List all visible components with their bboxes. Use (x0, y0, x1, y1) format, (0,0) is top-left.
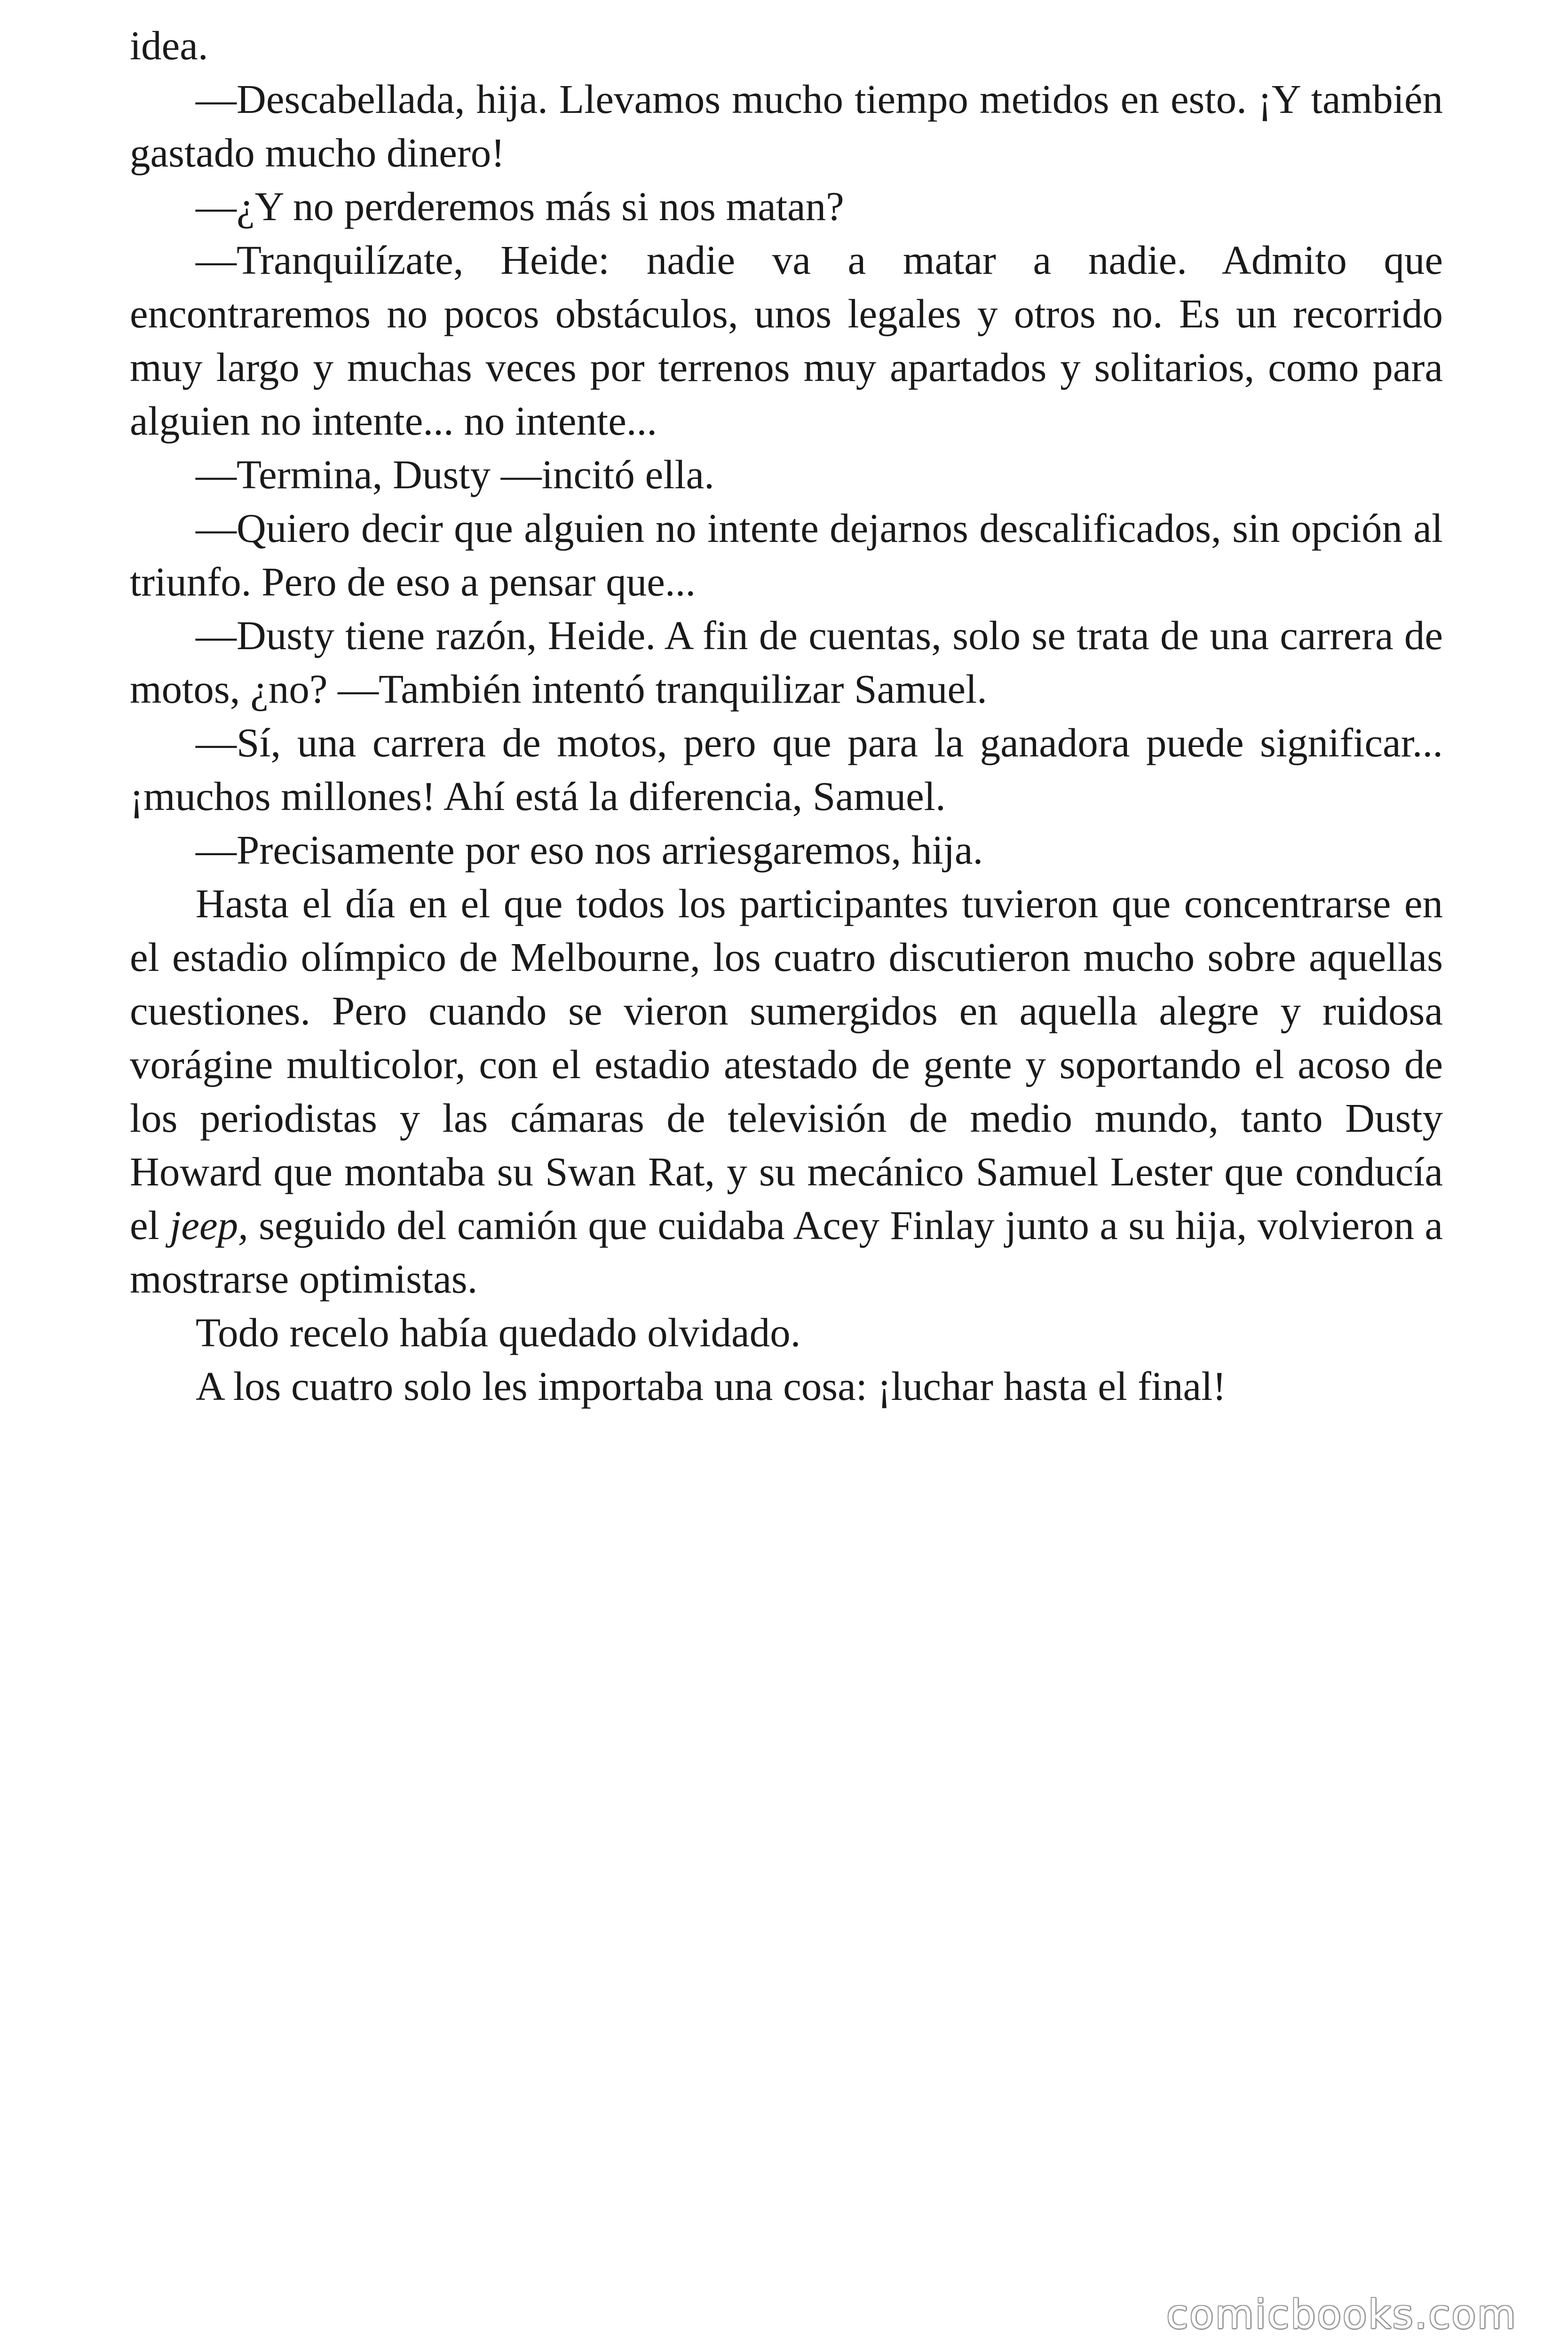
paragraph-2: —Descabellada, hija. Llevamos mucho tiempo metidos en esto. ¡Y también gastado mucho dinero! (130, 76, 1443, 175)
paragraph-1: idea. (130, 23, 208, 68)
paragraph-12: A los cuatro solo les importaba una cosa: ¡luchar hasta el final! (196, 1363, 1227, 1409)
watermark-logo: comicbooks.com (1166, 2291, 1517, 2337)
page-body-text (130, 19, 1443, 1458)
paragraph-5: —Termina, Dusty —incitó ella. (196, 452, 714, 497)
paragraph-10-end: seguido del camión que cuidaba Acey Finlay junto a su hija, volvieron a mostrarse optimistas. (130, 1202, 1443, 1302)
paragraph-8: —Sí, una carrera de motos, pero que para la ganadora puede significar... ¡muchos millones! Ahí está la diferencia, Samuel. (130, 720, 1443, 819)
paragraph-4: —Tranquilízate, Heide: nadie va a matar a nadie. Admito que encontraremos no pocos obstáculos, unos legales y otros no. Es un recorrido muy largo y muchas veces por terrenos muy apartados y solitarios, como para alguien no intente... no intente... (130, 237, 1443, 444)
paragraph-7: —Dusty tiene razón, Heide. A fin de cuentas, solo se trata de una carrera de motos, ¿no? —También intentó tranquilizar Samuel. (130, 612, 1443, 712)
paragraph-10-start: Hasta el día en el que todos los participantes tuvieron que concentrarse en el estadio olímpico de Melbourne, los cuatro discutieron mucho sobre aquellas cuestiones. Pero cuando se vieron sumergidos en aquella alegre y ruidosa vorágine multicolor, con el estadio atestado de gente y soportando el acoso de los periodistas y las cámaras de televisión de medio mundo, tanto Dusty Howard que montaba su Swan Rat, y su mecánico Samuel Lester que conducía el (130, 881, 1443, 1248)
paragraph-11: Todo recelo había quedado olvidado. (196, 1310, 801, 1355)
paragraph-6: —Quiero decir que alguien no intente dejarnos descalificados, sin opción al triunfo. Pero de eso a pensar que... (130, 505, 1443, 604)
paragraph-3: —¿Y no perderemos más si nos matan? (196, 183, 844, 229)
paragraph-9: —Precisamente por eso nos arriesgaremos, hija. (196, 827, 983, 873)
italic-jeep: jeep, (170, 1202, 248, 1248)
paragraph-10 (130, 877, 1443, 1306)
